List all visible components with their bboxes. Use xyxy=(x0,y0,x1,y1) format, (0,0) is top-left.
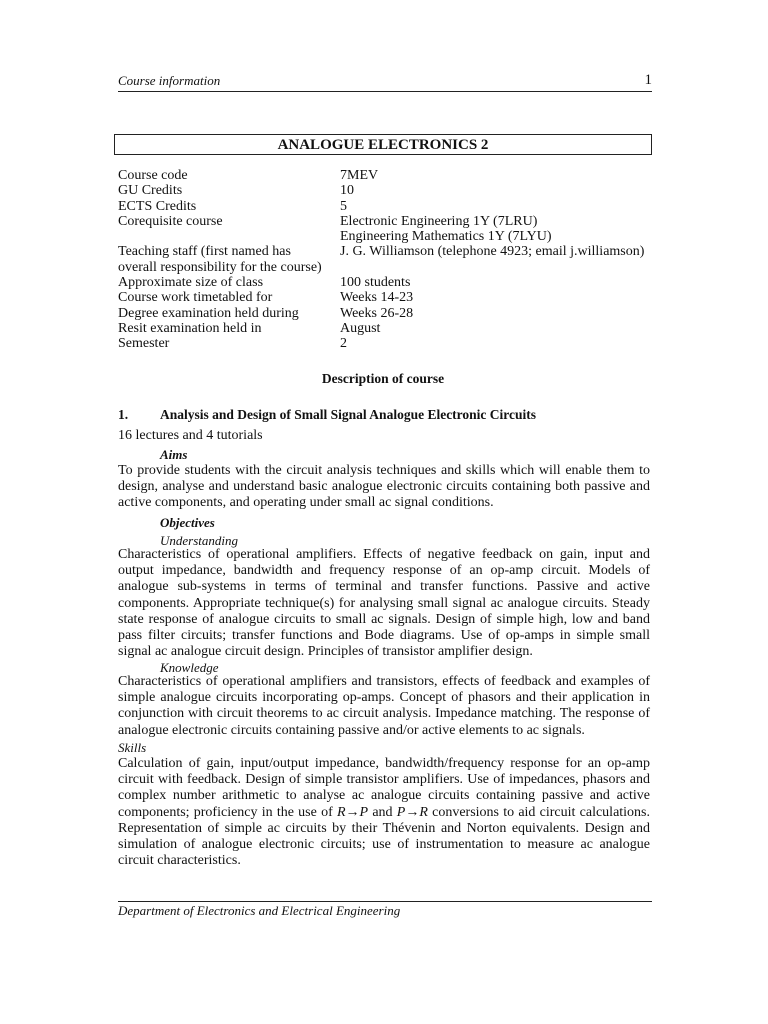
skills-text-part: conversions to aid circuit calculations. Representation of simple ac circuits by their Thévenin and Norton equivalents. Design and simulation of analogue electronic circuits; use of instrumentation to measure ac analogue circuit characteristics. xyxy=(118,804,651,869)
info-label xyxy=(118,229,340,244)
info-value: 2 xyxy=(340,336,347,352)
info-row xyxy=(118,336,658,351)
objectives-label: Objectives xyxy=(160,515,215,530)
section-heading xyxy=(118,407,536,423)
aims-text: To provide students with the circuit analysis techniques and skills which will enable them to design, analyse and understand basic analogue electronic circuits containing both passive and active components, and operating under small ac signal conditions. xyxy=(118,463,650,511)
info-label: ECTS Credits xyxy=(118,198,197,214)
section-number: 1. xyxy=(118,407,129,422)
section-title: Analysis and Design of Small Signal Analogue Electronic Circuits xyxy=(160,407,537,422)
info-value: Weeks 14-23 xyxy=(340,290,414,306)
info-value: Engineering Mathematics 1Y (7LYU) xyxy=(340,229,552,245)
page-number: 1 xyxy=(644,72,652,88)
symbol-r: R xyxy=(419,804,428,820)
skills-text-part: and xyxy=(368,804,397,820)
symbol-p: P xyxy=(359,804,369,820)
info-value: Weeks 26-28 xyxy=(340,305,414,321)
info-label: Corequisite course xyxy=(118,213,223,229)
info-row xyxy=(118,183,658,198)
info-row xyxy=(118,306,658,321)
info-row xyxy=(118,275,658,290)
course-info-table xyxy=(118,168,658,352)
footer-department: Department of Electronics and Electrical Engineering xyxy=(118,903,401,918)
info-label: Course work timetabled for xyxy=(118,290,273,306)
info-label: Teaching staff (first named has xyxy=(118,244,291,260)
skills-text-part: Calculation of gain, input/output impedance, bandwidth/frequency response for an op-amp circuit with feedback. Design of simple transistor amplifiers. Use of impedances, phasors and complex number arithmetic to analyse ac analogue circuits containing passive and active components; proficiency in the use of xyxy=(118,756,650,820)
info-value: J. G. Williamson (telephone 4923; email j.williamson) xyxy=(340,244,645,260)
understanding-text: Characteristics of operational amplifiers. Effects of negative feedback on gain, input and output impedance, bandwidth and frequency response of an op-amp circuit. Models of analogue sub-systems in terms of terminal and transfer functions. Passive and active components. Appropriate technique(s) for analysing small signal ac analogue circuits. Steady state response of analogue circuits to small ac signals. Design of simple high, low and band pass filter circuits; transfer functions and Bode diagrams. Use of op-amps in simple small signal ac analogue circuit design. Principles of transistor amplifier design. xyxy=(118,547,650,660)
arrow-symbol: → xyxy=(345,804,360,820)
symbol-r: R xyxy=(336,804,346,820)
info-row xyxy=(118,168,658,183)
info-label: GU Credits xyxy=(118,183,183,199)
description-heading: Description of course xyxy=(321,371,445,386)
header-divider xyxy=(118,91,652,92)
info-value: 10 xyxy=(340,183,354,199)
aims-label: Aims xyxy=(160,447,188,462)
info-row xyxy=(118,214,658,229)
info-label: Course code xyxy=(118,168,188,183)
info-row xyxy=(118,199,658,214)
understanding-label: Understanding xyxy=(160,533,238,548)
info-row xyxy=(118,260,658,275)
knowledge-label: Knowledge xyxy=(160,660,219,675)
symbol-p: P xyxy=(396,804,406,820)
info-label: Semester xyxy=(118,336,170,352)
info-value: 100 students xyxy=(340,275,411,291)
info-row xyxy=(118,321,658,336)
info-value: 5 xyxy=(340,198,347,214)
info-label: overall responsibility for the course) xyxy=(118,259,322,275)
info-value: August xyxy=(340,320,381,336)
course-title-box: ANALOGUE ELECTRONICS 2 xyxy=(114,134,652,155)
section-lectures: 16 lectures and 4 tutorials xyxy=(118,428,263,443)
running-header-title: Course information xyxy=(118,73,221,88)
info-label: Degree examination held during xyxy=(118,305,299,321)
info-row xyxy=(118,290,658,305)
info-row xyxy=(118,244,658,259)
skills-label: Skills xyxy=(118,740,147,755)
info-label: Approximate size of class xyxy=(118,275,264,291)
info-value: Electronic Engineering 1Y (7LRU) xyxy=(340,213,538,229)
info-label: Resit examination held in xyxy=(118,320,262,336)
knowledge-text: Characteristics of operational amplifiers and transistors, effects of feedback and examples of simple analogue circuits incorporating op-amps. Concept of phasors and their application in conjunction with circuit theorems to ac circuit analysis. Impedance matching. The response of analogue electronic circuits containing passive and/or active elements to ac signals. xyxy=(118,674,650,738)
info-value: 7MEV xyxy=(340,168,379,183)
skills-text xyxy=(118,756,650,869)
arrow-symbol: → xyxy=(405,804,420,820)
footer-divider xyxy=(118,901,652,902)
info-row xyxy=(118,229,658,244)
